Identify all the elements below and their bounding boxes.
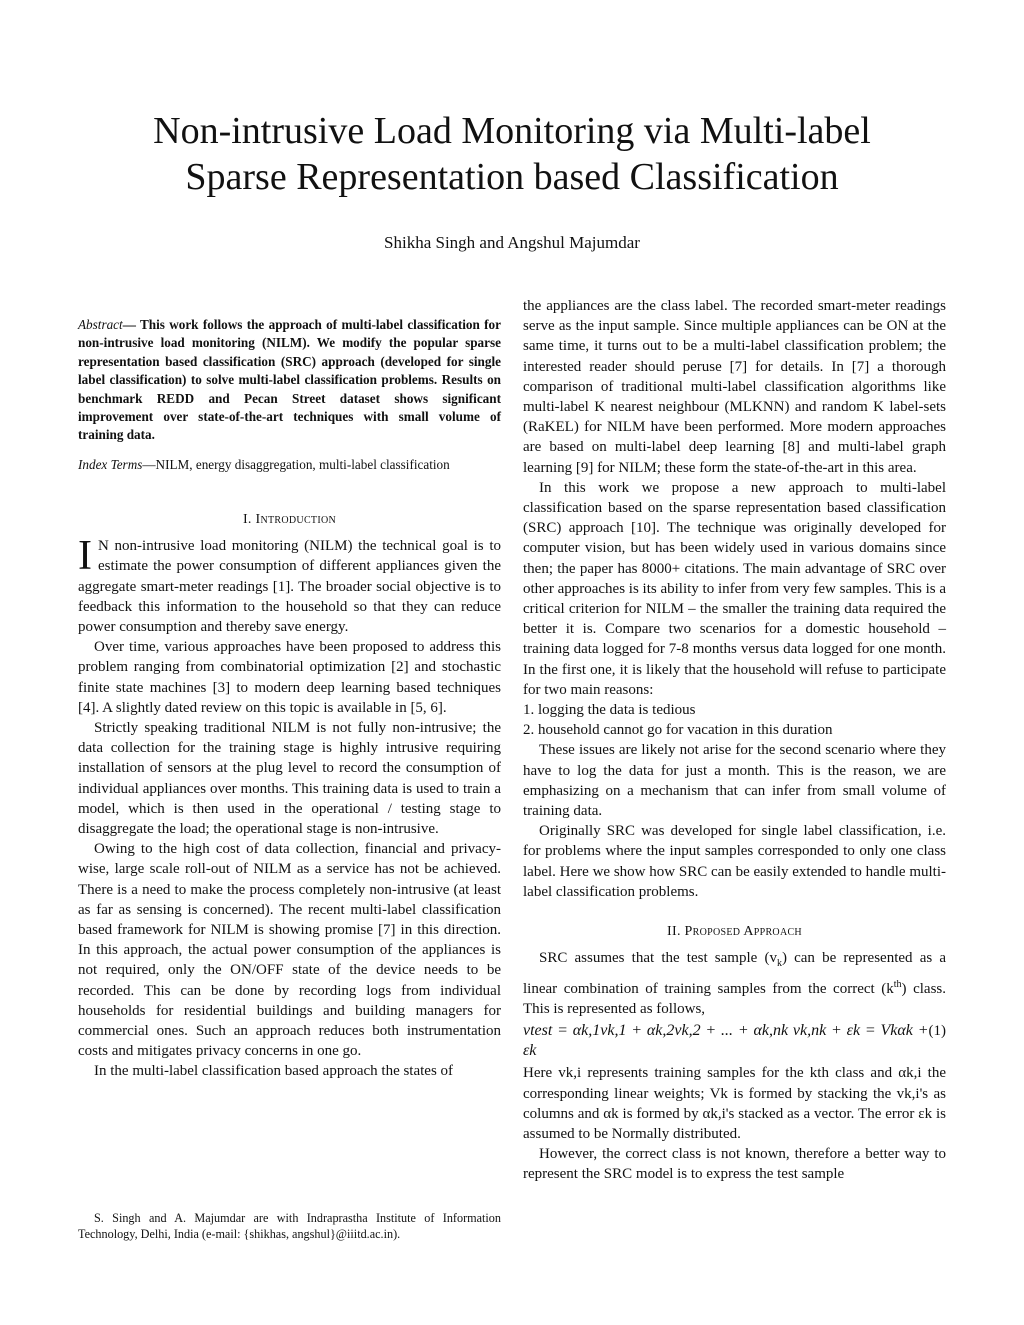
- list-item: 1. logging the data is tedious: [523, 702, 696, 719]
- right-paragraph-1: the appliances are the class label. The recorded smart-meter readings serve as the input sample. Since multiple appliances can be ON at the same time, it turns out to be a multi-label classification problem; the interested reader should peruse [7] for details. In [7] a thorough comparison of traditional multi-label classification algorithms like multi-label K nearest neighbour (MLKNN) and random K label-sets (RaKEL) for NILM have been performed. More modern approaches are based on multi-label deep learning [8] and multi-label graph learning [9] for NILM; these form the state-of-the-art in this area.: [523, 298, 946, 476]
- right-paragraph-7: However, the correct class is not known, therefore a better way to represent the SRC model is to express the test sample: [523, 1146, 946, 1183]
- title-line-2: Sparse Representation based Classification: [185, 156, 839, 198]
- section-heading-introduction: I. Introduction: [242, 512, 337, 527]
- intro-paragraph-3: Strictly speaking traditional NILM is not fully non-intrusive; the data collection for the training stage is highly intrusive requiring installation of sensors at the plug level to record the consumption of individual appliances over months. This training data is used to train a model, which is then used in the operational / testing stage to disaggregate the load; the operational stage is non-intrusive.: [78, 720, 501, 838]
- equation-body: vtest = αk,1vk,1 + αk,2vk,2 + ... + αk,nk vk,nk + εk = Vkαk + εk: [523, 1021, 929, 1060]
- right-column: [523, 296, 946, 1185]
- abstract-text: This work follows the approach of multi-label classification for non-intrusive load monitoring (NILM). We modify the popular sparse representation based classification (SRC) approach (developed for single label classification) to solve multi-label classification problems. Results on benchmark REDD and Pecan Street dataset shows significant improvement over state-of-the-art techniques with small volume of training data.: [78, 317, 501, 443]
- section-heading-proposed-approach: II. Proposed Approach: [667, 924, 802, 940]
- title-line-1: Non-intrusive Load Monitoring via Multi-label: [153, 110, 871, 152]
- intro-paragraph-5: In the multi-label classification based approach the states of: [94, 1063, 454, 1080]
- authors: Shikha Singh and Angshul Majumdar: [384, 233, 640, 252]
- abstract: [78, 316, 501, 445]
- intro-paragraph-1: I N non-intrusive load monitoring (NILM) the technical goal is to estimate the power consumption of different appliances given the aggregate smart-meter readings [1]. The broader social objective is to feedback this information to the household so that they can reduce power consumption and thereby save energy.: [78, 533, 501, 636]
- right-paragraph-2: In this work we propose a new approach to multi-label classification based on the sparse representation based classification (SRC) approach [10]. The technique was originally developed for computer vision, but has been widely used in various domains since then; the paper has 8000+ citations. The main advantage of SRC over other approaches is its ability to infer from very few samples. This is a critical criterion for NILM – the smaller the training data required the better it is. Compare two scenarios for a domestic household – training data logged for 7-8 months versus data logged for one month. In the first one, it is likely that the household will refuse to participate for two main reasons:: [523, 479, 946, 698]
- drop-cap: I: [78, 533, 92, 580]
- right-paragraph-3: These issues are likely not arise for the second scenario where they have to log the data for just a month. This is the reason, we are emphasizing on a mechanism that can infer from small volume of training data.: [523, 742, 946, 820]
- index-text: —NILM, energy disaggregation, multi-label classification: [142, 457, 450, 472]
- index-terms: [78, 456, 501, 474]
- right-paragraph-4: Originally SRC was developed for single label classification, i.e. for problems where the input samples corresponded to only one class label. Here we show how SRC can be easily extended to handle multi-label classification problems.: [523, 823, 946, 900]
- right-paragraph-6: Here vk,i represents training samples for the kth class and αk,i the corresponding linear weights; Vk is formed by stacking the vk,i's as columns and αk is formed by αk,i's stacked as a vector. The error εk is assumed to be Normally distributed.: [523, 1065, 946, 1142]
- equation-1: [523, 1021, 946, 1061]
- right-paragraph-5: SRC assumes that the test sample $(v_k)$ can be represented as a linear combination of training samples from the correct $(k^{th})$ class. This is represented as follows,: [523, 950, 947, 1017]
- footnote: S. Singh and A. Majumdar are with Indraprastha Institute of Information Technology, Delhi, India (e-mail: {shikhas, angshul}@iiitd.ac.in).: [78, 1211, 501, 1241]
- index-label: Index Terms: [78, 457, 143, 472]
- left-column: [78, 510, 501, 1082]
- paper-title: [0, 108, 1024, 200]
- intro-paragraph-4: Owing to the high cost of data collection, financial and privacy-wise, large scale roll-out of NILM as a service has not be achieved. There is a need to make the process completely non-intrusive (at least as far as sensing is concerned). The recent multi-label classification based framework for NILM is showing promise [7] in this direction. In this approach, the actual power consumption of the appliances is not required, only the ON/OFF state of the device needs to be recorded. This can be done by recording logs from individual households for residential buildings and building managers for commercial ones. Such an approach reduces both instrumentation costs and mitigates privacy concerns in one go.: [78, 841, 501, 1060]
- abstract-dash: —: [122, 317, 140, 332]
- abstract-label: Abstract: [78, 317, 123, 332]
- list-item: 2. household cannot go for vacation in this duration: [523, 722, 833, 739]
- equation-number: (1): [928, 1022, 946, 1039]
- intro-paragraph-2: Over time, various approaches have been proposed to address this problem ranging from combinatorial optimization [2] and stochastic finite state machines [3] to modern deep learning based techniques [4]. A slightly dated review on this topic is available in [5, 6].: [78, 639, 501, 716]
